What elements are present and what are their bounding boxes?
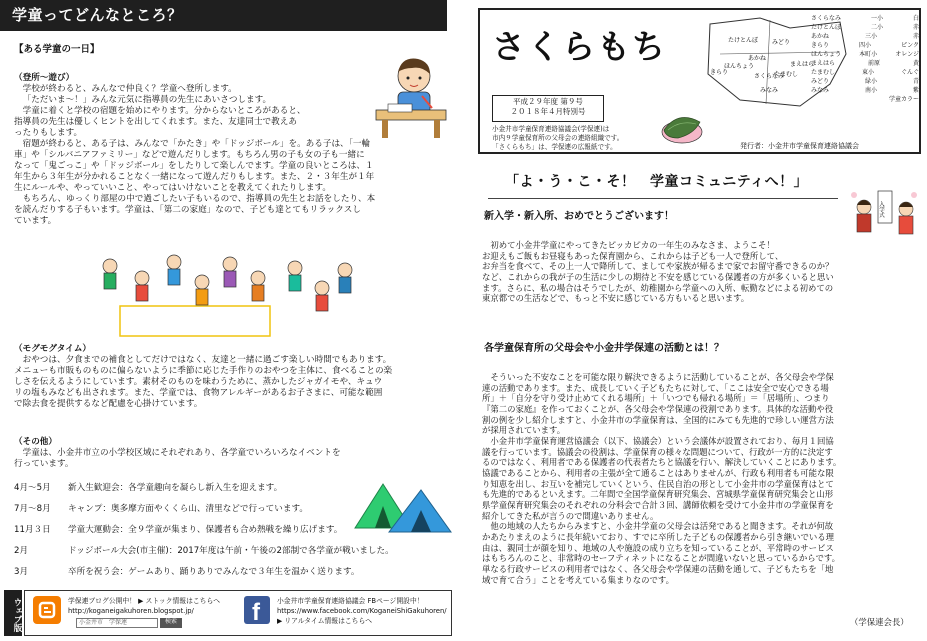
text-line: 由は、親同士が顔を知り、地域の人や施設の成り立ちを知っていることが、平常時のサービス — [482, 542, 834, 553]
text-line: 学童に着くと学校の宿題を始めにやります。分からないところがあると、 — [22, 106, 306, 116]
map-label: たまむし — [774, 71, 799, 78]
text-line: 車」や「シルバニアファミリー」などで遊んだりします。もちろん男の子も女の子も一緒に — [14, 150, 365, 160]
blog-url-link[interactable]: http://koganeigakuhoren.blogspot.jp/ — [68, 607, 194, 615]
svg-text:f: f — [252, 599, 260, 624]
legend-name: あかね — [811, 33, 830, 40]
event-row — [14, 504, 454, 525]
text-line: を読んだりする子もいます。学童は、「第二の家庭」なので、子ども達とてもリラックスし — [14, 205, 361, 215]
text-line: 紹介してきた私が言うので間違いありません。 — [482, 510, 659, 521]
welcome-paragraph — [482, 240, 918, 304]
legend-color: 青 — [912, 78, 919, 85]
text-line: なって「鬼ごっこ」や「ドッジボール」をしたりして楽しんでます。学童の良いところは、１ — [14, 161, 374, 171]
arrival-paragraph — [14, 73, 446, 227]
map-label: あかね — [748, 55, 767, 62]
arrival-heading: （登所～遊び） — [14, 73, 75, 83]
legend-row — [811, 23, 919, 32]
events-list — [14, 483, 454, 588]
event-date: 3月 — [14, 567, 29, 577]
desc-line: 市内９学童保育所の父母会の連絡組織です。 — [492, 133, 624, 142]
legend-name: みなみ — [811, 87, 830, 94]
text-line: 生にルールや、やっていいこと、やってはいけないことを教えてくれたりします。 — [14, 183, 331, 193]
text-line: 学童は、小金井市立の小学校区域にそれぞれあり、各学童でいろいろなイベントを — [22, 448, 341, 458]
legend-row — [811, 50, 919, 59]
text-line: が採用されています。 — [482, 425, 566, 436]
text-line: 初めて小金井学童にやってきたピッカピカの一年生のみなさま、ようこそ！ — [490, 240, 775, 250]
map-label: たけとんぼ — [728, 37, 759, 44]
legend-color: ピンク — [901, 42, 919, 49]
legend-color: 紫 — [912, 87, 919, 94]
legend-color: ぐんぐ — [900, 69, 919, 76]
blog-search-button[interactable]: 検索 — [160, 618, 182, 628]
title-divider — [488, 198, 838, 199]
text-line: 協議であることから、利用者の主張が全て通ることはありませんが、行政も利用者も可能な限 — [482, 468, 834, 479]
event-desc: ドッジボール大会(市主催)：2017年度は午前・午後の2部制で各学童が戦いました。 — [68, 546, 394, 556]
text-line: もちろん、ゆっくり部屋の中で過ごしたい子もいるので、指導員の先生とお話をしたり、本 — [22, 194, 376, 204]
event-desc: 卒所を祝う会：ゲームあり、踊りありでみんなで３年生を温かく送ります。 — [68, 567, 360, 577]
event-desc: キャンプ：奥多摩方面やくくら山、清里などで行っています。 — [68, 504, 308, 514]
text-line: も先進的であるといえます。二年間で全国学童保育研究集会、宮城県学童保育研究集会と山形 — [482, 489, 834, 500]
text-line: 小金井市学童保育運営協議会（以下、協議会）という会議体が設置されており、毎月１回協 — [490, 436, 834, 447]
web-version-tag: ウェブ版 — [4, 590, 22, 636]
children-playing-illustration — [90, 248, 360, 346]
legend-color: 白 — [912, 15, 919, 22]
legend-name: ほんちょう — [811, 51, 842, 58]
legend-room: 東小 — [861, 69, 874, 76]
text-line: など、これからの我が子の生活に少しの期待と不安を感じている保護者の方が多くいると思い — [482, 272, 834, 283]
legend-row — [811, 95, 919, 104]
legend-color: オレンジ — [895, 51, 919, 58]
legend-color: 黄 — [912, 60, 919, 67]
ceremony-sign-text: 入学式 — [878, 201, 884, 218]
legend-room: 前原 — [867, 60, 880, 67]
event-row — [14, 483, 454, 504]
legend-room: 三小 — [864, 33, 877, 40]
legend-room: 四小 — [859, 42, 872, 49]
text-line: そういった不安なことを可能な限り解決できるように活動していることが、各父母会や学保 — [490, 372, 834, 382]
fb-url-link[interactable]: https://www.facebook.com/KoganeiShiGakuhoren/ — [277, 607, 447, 615]
activity-paragraph — [482, 372, 918, 585]
issue-number: 平成２９年度 第９号 — [513, 97, 583, 106]
legend-row — [811, 32, 919, 41]
legend-room: 二小 — [870, 24, 883, 31]
legend-name: きらり — [811, 42, 830, 49]
other-paragraph — [14, 437, 446, 470]
text-line: 宿題が終わると、ある子は、みんなで「かたき」や「ドッジボール」を。ある子は、「一輪 — [22, 139, 371, 149]
legend-name: みどり — [811, 78, 830, 85]
text-line: おやつは、夕食までの補食としてだけではなく、友達と一緒に過ごす楽しい時間でもあります。 — [22, 355, 392, 365]
issue-info — [492, 95, 604, 122]
text-line: 割の例を少し紹介しますと、小金井市の学童保育は、全国的にみても先進的で珍しい運営方法 — [482, 414, 834, 425]
event-date: 11月３日 — [14, 525, 51, 535]
text-line: 『第二の家庭』を作っておくことが、各父母会や学保連の役割であります。具体的な活動や役 — [482, 404, 834, 415]
legend-row — [811, 14, 919, 23]
text-line: 行っています。 — [14, 459, 74, 469]
text-line: 連の活動であります。また、成長していく子どもたちに対して、「ここは安全で安心できる場 — [482, 382, 829, 393]
legend-row — [811, 41, 919, 50]
text-line: 所」＋「自分を守り受け止めてくれる場所」＋「いつでも帰れる場所」＝「居場所」、つまり — [482, 393, 830, 404]
desc-line: 「さくらもち」は、学保連の広報紙です。 — [492, 142, 617, 151]
legend-name: たけとんぼ — [811, 24, 842, 31]
welcome-heading: 新入学・新入所、おめでとうございます！ — [484, 211, 674, 222]
legend-row — [811, 59, 919, 68]
legend-color: 学童カラー — [888, 96, 919, 103]
map-label: まえはら — [790, 61, 815, 68]
issue-date: ２０１８年４月特別号 — [510, 107, 586, 117]
legend-room: 一小 — [870, 15, 883, 22]
text-line: 学校が終わると、みんなで仲良く？学童へ登所します。 — [22, 84, 237, 94]
map-label: きらり — [710, 69, 729, 76]
event-row — [14, 567, 454, 588]
legend-color: 赤 — [912, 24, 919, 31]
text-line: 「ただいま～！」みんな元気に指導員の先生にあいさつします。 — [22, 95, 272, 105]
event-date: 4月～5月 — [14, 483, 51, 493]
legend-color: 赤 — [912, 33, 919, 40]
legend-name: まえはら — [811, 60, 836, 67]
map-label: みなみ — [760, 87, 779, 94]
text-line: 年生から３年生が分かれることなく一緒になって遊んだりもします。また、２・３年生が１年 — [14, 172, 375, 182]
facebook-icon[interactable] — [244, 596, 270, 624]
text-line: るのではなく、利用者である保護者の代表者たちと協議を行い、解決していくことにあります。 — [482, 457, 842, 468]
map-label: みどり — [772, 39, 791, 46]
text-line: 単なる行政サービスの利用者ではなく、各父母会や学保連の活動を通して、子どもたちを「地 — [482, 564, 834, 575]
event-row — [14, 525, 454, 546]
legend-room: 緑小 — [864, 78, 877, 85]
map-label: さくらなみ — [754, 73, 785, 80]
legend-row — [811, 68, 919, 77]
text-line: 他の地域の人たちからみますと、小金井学童の父母会は活発であると聞きます。それが何故 — [490, 521, 834, 532]
text-line: はもちろんのこと、非常時のセーフティネットになることが間違いないと思っているからです。 — [482, 553, 840, 564]
text-line: ったりもします。 — [14, 128, 83, 138]
snack-paragraph — [14, 344, 446, 410]
masthead-description — [492, 125, 662, 152]
section-heading-day: 【ある学童の一日】 — [14, 44, 100, 55]
fb-realtime-note: ▶ リアルタイム情報はこちらへ — [277, 617, 373, 625]
school-legend — [811, 14, 919, 104]
text-line: リの塩もみなども出されます。また、学童では、食物アレルギーがあるお子さまに、可能な範囲 — [14, 388, 383, 398]
legend-room: 本町小 — [859, 51, 878, 58]
desc-line: 小金井市学童保育連絡協議会(学保連)は — [492, 125, 610, 133]
publisher-line: 発行者：小金井市学童保育連絡協議会 — [740, 142, 859, 150]
fb-announcement: 小金井市学童保育連絡協議会 FBページ開設中！ — [277, 597, 424, 605]
text-line: 県学童保育研究集会のそれぞれの分科会で合計３回、講師依頼を受けて小金井市の学童保育を — [482, 500, 834, 511]
snack-heading: （モグモグタイム） — [14, 344, 92, 354]
text-line: ます。さらに、私の場合はそうでしたが、幼稚園から学童への入所、転勤などによる初めての — [482, 282, 834, 293]
legend-row — [811, 77, 919, 86]
blog-search-input[interactable]: 小金井市 学保連 — [76, 618, 158, 628]
author-signature: （学保連会長） — [850, 617, 909, 627]
main-title: 「よ・う・こ・そ！ 学童コミュニティへ！」 — [505, 174, 809, 190]
event-row — [14, 546, 454, 567]
text-line: しさを伝えるようにしています。素材そのものを味わうために、蒸かしたジャガイモや、キュウ — [14, 377, 383, 387]
text-line: で除去食を提供するなど配慮を心掛けています。 — [14, 399, 203, 409]
other-heading: （その他） — [14, 437, 57, 447]
text-line: 東京都での生活などで、もっと不安に感じている方もいると思います。 — [482, 293, 750, 304]
left-page-title: 学童ってどんなところ？ — [0, 0, 447, 31]
newsletter-logo: さくらもち — [492, 27, 667, 66]
event-desc: 学童大運動会：全９学童が集まり、保護者も合め熱戦を繰り広げます。 — [68, 525, 343, 535]
event-date: 7月～8月 — [14, 504, 51, 514]
event-desc: 新入生歓迎会：各学童趣向を凝らし新入生を迎えます。 — [68, 483, 283, 493]
blogger-icon[interactable] — [33, 596, 61, 624]
text-line: 域で育て合う」ことを考えている集まりなのです。 — [482, 574, 674, 585]
legend-room: 南小 — [864, 87, 877, 94]
legend-name: たまむし — [811, 69, 836, 76]
activity-heading: 各学童保育所の父母会や小金井学保連の活動とは！？ — [484, 343, 724, 354]
text-line: メニューも市販ものものに偏らないように季節に応じた手作りのおやつを主体に、食べることの楽 — [14, 366, 393, 376]
text-line: 指導員の先生は優しくヒントを出してくれます。また、友達同士で教えあ — [14, 117, 297, 127]
map-label: ほんちょう — [724, 63, 755, 70]
text-line: お弁当を食べて、その上一人で降所して、ましてや家族が帰るまで家でお留守番できるのか？ — [482, 261, 834, 272]
legend-name: さくらなみ — [811, 15, 842, 22]
blog-announcement: 学保連ブログ公開中！ ▶ ストック情報はこちらへ — [68, 597, 221, 605]
text-line: かあたりまえのように長年続いており、すでに卒所した子どもの保護者から引き継いでいる理 — [482, 532, 834, 543]
text-line: 議を行っています。協議会の役割は、学童保育の様々な問題について、行政が一方的に決定す — [482, 446, 833, 457]
sakuramochi-illustration — [658, 108, 706, 146]
text-line: ています。 — [14, 216, 57, 226]
legend-row — [811, 86, 919, 95]
text-line: お迎えもご飯もお昼寝もあった保育園から、これからは子ども一人で登所して、 — [482, 250, 784, 261]
event-date: 2月 — [14, 546, 29, 556]
text-line: り知恵を出し、お互いを補完していくという、住民自治の形として小金井市の学童保育はとて — [482, 478, 834, 489]
